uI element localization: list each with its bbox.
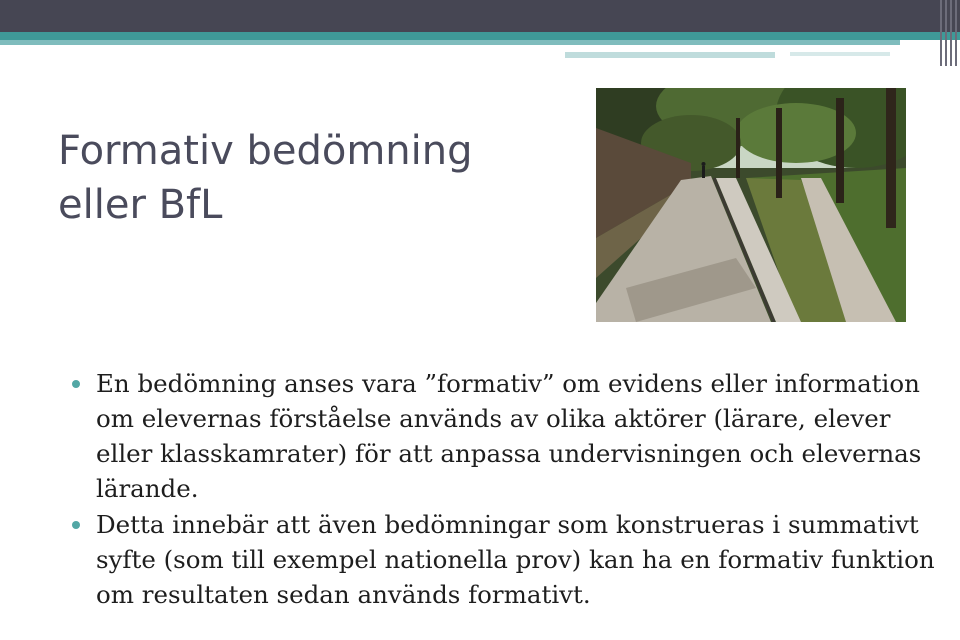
accent-band-light [0,40,900,45]
accent-band-short [565,52,775,58]
top-bar [0,0,960,32]
bullet-dot-icon [72,521,80,529]
bullet-item [72,507,952,612]
accent-band-short [790,52,890,56]
bullet-item [72,366,952,506]
title-line: Formativ bedömning [58,128,473,174]
title-line: eller BfL [58,182,223,228]
bullet-text: Detta innebär att även bedömningar som konstrueras i summativt syfte (som till exempel nationella prov) kan ha en formativ funktion om resultaten sedan används formativt. [96,510,935,609]
slide-title [58,124,538,232]
corner-decoration [938,0,960,66]
park-path-photo [596,88,906,322]
bullet-text: En bedömning anses vara ”formativ” om evidens eller information om elevernas förståelse används av olika aktörer (lärare, elever eller klasskamrater) för att anpassa undervisningen och elevernas lärande. [96,369,922,503]
bullet-list [72,366,952,640]
bullet-dot-icon [72,380,80,388]
accent-band [0,32,960,40]
